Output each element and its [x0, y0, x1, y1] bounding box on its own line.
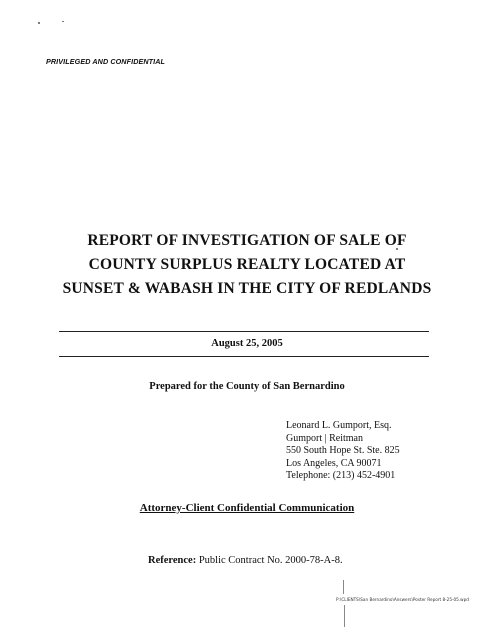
- author-city: Los Angeles, CA 90071: [286, 457, 382, 469]
- divider-bottom: [59, 356, 429, 357]
- author-address-block: [286, 420, 400, 483]
- scan-speck: [62, 21, 64, 22]
- author-phone: Telephone: (213) 452-4901: [286, 470, 396, 482]
- prepared-for: Prepared for the County of San Bernardino: [149, 381, 345, 392]
- report-date: August 25, 2005: [211, 338, 283, 349]
- footer-file-path: P:\CLIENTS\San Bernardino\Answers\Poster Report 8-25-05.wpd: [336, 597, 469, 602]
- scan-mark: [344, 605, 345, 627]
- classification-label: PRIVILEGED AND CONFIDENTIAL: [46, 57, 166, 66]
- report-title-line-3: SUNSET & WABASH IN THE CITY OF REDLANDS: [62, 280, 432, 297]
- divider-top: [59, 331, 429, 332]
- report-title-line-1: REPORT OF INVESTIGATION OF SALE OF: [87, 232, 407, 249]
- reference-label: Reference:: [148, 555, 197, 566]
- reference-line: [148, 555, 343, 566]
- author-firm: Gumport | Reitman: [286, 432, 363, 444]
- scan-speck: [38, 22, 40, 24]
- report-title-line-2: COUNTY SURPLUS REALTY LOCATED AT: [88, 256, 406, 273]
- communication-notice: Attorney-Client Confidential Communication: [139, 502, 355, 514]
- reference-value: Public Contract No. 2000-78-A-8.: [196, 555, 343, 566]
- author-street: 550 South Hope St. Ste. 825: [286, 445, 400, 457]
- author-name: Leonard L. Gumport, Esq.: [286, 420, 392, 431]
- scan-mark: [343, 580, 344, 594]
